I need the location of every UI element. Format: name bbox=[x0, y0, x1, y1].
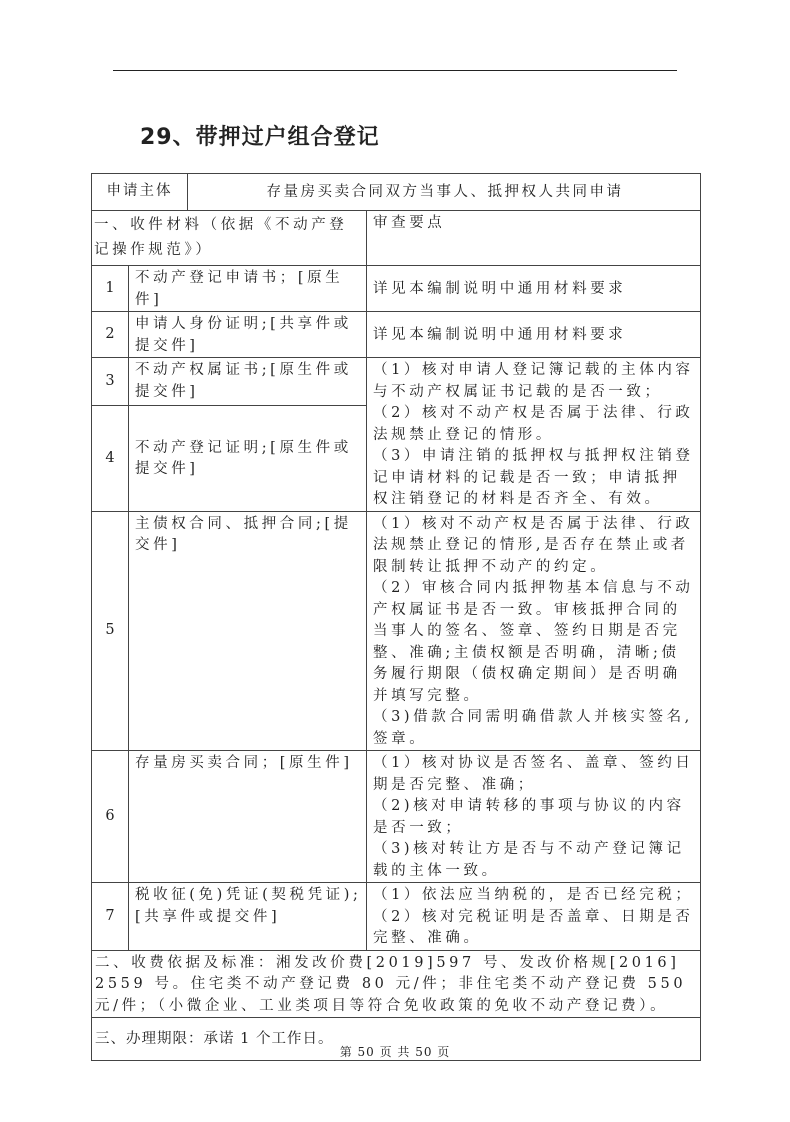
review-point: （3)核对转让方是否与不动产登记簿记载的主体一致。 bbox=[373, 841, 685, 879]
table-row bbox=[92, 751, 701, 883]
review-point: （2）审核合同内抵押物基本信息与不动产权属证书是否一致。审核抵押合同的当事人的签名、签章、签约日期是否完整、准确;主债权额是否明确，清晰;债务履行期限（债权确定期间）是否明确并填写完整。 bbox=[373, 580, 694, 704]
review-points bbox=[367, 511, 701, 751]
review-point: （1）核对不动产权是否属于法律、行政法规禁止登记的情形,是否存在禁止或者限制转让抵押不动产的约定。 bbox=[373, 515, 694, 575]
table-row bbox=[92, 358, 701, 406]
row-number: 2 bbox=[92, 312, 129, 358]
review-point: （3）申请注销的抵押权与抵押权注销登记申请材料的记载是否一致；申请抵押权注销登记的材料是否齐全、有效。 bbox=[373, 448, 694, 507]
review-point: （2)核对申请转移的事项与协议的内容是否一致； bbox=[373, 798, 685, 836]
registration-table bbox=[91, 173, 701, 1061]
section1-header-left: 一、收件材料（依据《不动产登记操作规范》） bbox=[92, 211, 367, 266]
fee-row bbox=[92, 950, 701, 1018]
material: 不动产权属证书;[原生件或提交件] bbox=[129, 358, 367, 406]
applicant-label: 申请主体 bbox=[92, 174, 188, 211]
header-rule bbox=[113, 70, 677, 71]
review-point: （1）核对协议是否签名、盖章、签约日期是否完整、准确； bbox=[373, 755, 694, 793]
applicant-row bbox=[92, 174, 701, 211]
review-point: （1）依法应当纳税的，是否已经完税； bbox=[373, 887, 694, 903]
section1-header-right: 审查要点 bbox=[367, 211, 701, 266]
review-point: （3)借款合同需明确借款人并核实签名,签章。 bbox=[373, 709, 693, 747]
row-number: 6 bbox=[92, 751, 129, 883]
section2-fees: 二、收费依据及标准：湘发改价费[2019]597 号、发改价格规[2016] 2559 号。住宅类不动产登记费 80 元/件；非住宅类不动产登记费 550 元/件；（小微企业、工业类项目等符合免收政策的免收不动产登记费）。 bbox=[92, 950, 701, 1018]
row-number: 3 bbox=[92, 358, 129, 406]
section3-deadline: 三、办理期限：承诺 1 个工作日。 bbox=[92, 1018, 701, 1061]
page-footer: 第 50 页 共 50 页 bbox=[339, 1045, 451, 1059]
table-row bbox=[92, 266, 701, 312]
applicant-value: 存量房买卖合同双方当事人、抵押权人共同申请 bbox=[188, 174, 701, 211]
row-number: 1 bbox=[92, 266, 129, 312]
review-points bbox=[367, 751, 701, 883]
table-row bbox=[92, 312, 701, 358]
row-number: 4 bbox=[92, 406, 129, 511]
material: 主债权合同、抵押合同;[提交件] bbox=[129, 511, 367, 751]
material: 申请人身份证明;[共享件或提交件] bbox=[129, 312, 367, 358]
material: 不动产登记证明;[原生件或提交件] bbox=[129, 406, 367, 511]
review-point: 详见本编制说明中通用材料要求 bbox=[367, 312, 701, 358]
review-point: （1）核对申请人登记簿记载的主体内容与不动产权属证书记载的是否一致； bbox=[373, 362, 694, 400]
row-number: 5 bbox=[92, 511, 129, 751]
page-title: 29、带押过户组合登记 bbox=[140, 125, 380, 150]
material: 不动产登记申请书；[原生件] bbox=[129, 266, 367, 312]
material: 存量房买卖合同；[原生件] bbox=[129, 751, 367, 883]
section1-header-row bbox=[92, 211, 701, 266]
review-points bbox=[367, 358, 701, 512]
row-number: 7 bbox=[92, 883, 129, 951]
review-point: （2）核对完税证明是否盖章、日期是否完整、准确。 bbox=[373, 908, 694, 946]
review-point: 详见本编制说明中通用材料要求 bbox=[367, 266, 701, 312]
table-row bbox=[92, 511, 701, 751]
review-point: （2）核对不动产权是否属于法律、行政法规禁止登记的情形。 bbox=[373, 405, 694, 443]
table-row bbox=[92, 883, 701, 951]
review-points bbox=[367, 883, 701, 951]
material: 税收征(免)凭证(契税凭证);[共享件或提交件] bbox=[129, 883, 367, 951]
